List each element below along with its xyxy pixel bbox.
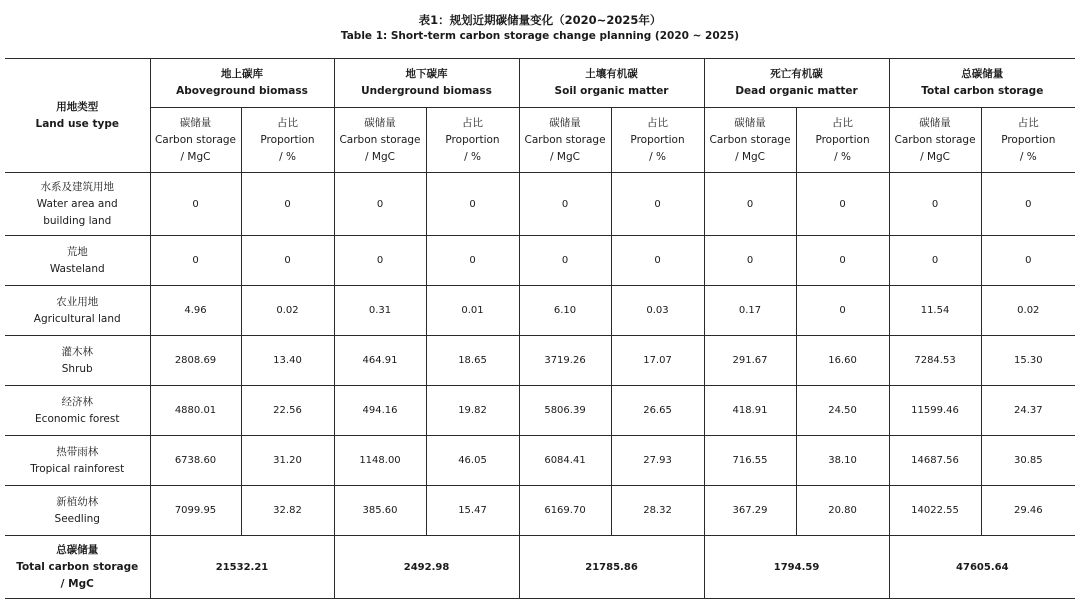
storage-header: 碳储量 Carbon storage / MgC xyxy=(519,108,611,173)
proportion-value: 0 xyxy=(796,236,889,286)
total-soil-value: 21785.86 xyxy=(519,536,704,599)
proportion-value: 0 xyxy=(981,173,1075,236)
land-use-label: 经济林 Economic forest xyxy=(5,386,150,436)
header-sub-row xyxy=(5,108,1075,173)
storage-value: 14022.55 xyxy=(889,486,981,536)
storage-header: 碳储量 Carbon storage / MgC xyxy=(334,108,426,173)
proportion-value: 0.02 xyxy=(981,286,1075,336)
storage-value: 0 xyxy=(150,173,241,236)
storage-value: 14687.56 xyxy=(889,436,981,486)
storage-header: 碳储量 Carbon storage / MgC xyxy=(150,108,241,173)
proportion-value: 26.65 xyxy=(611,386,704,436)
table-body xyxy=(5,173,1075,599)
storage-value: 11.54 xyxy=(889,286,981,336)
land-use-header: 用地类型 Land use type xyxy=(5,59,150,173)
proportion-value: 0 xyxy=(796,286,889,336)
proportion-header: 占比 Proportion / % xyxy=(796,108,889,173)
proportion-header: 占比 Proportion / % xyxy=(981,108,1075,173)
table-row xyxy=(5,236,1075,286)
total-dead-value: 1794.59 xyxy=(704,536,889,599)
total-label: 总碳储量 Total carbon storage / MgC xyxy=(5,536,150,599)
land-use-label: 新植幼林 Seedling xyxy=(5,486,150,536)
caption-en: Table 1: Short-term carbon storage change planning (2020 ~ 2025) xyxy=(340,30,740,42)
storage-header: 碳储量 Carbon storage / MgC xyxy=(704,108,796,173)
proportion-value: 17.07 xyxy=(611,336,704,386)
group-header-aboveground: 地上碳库 Aboveground biomass xyxy=(150,59,334,108)
proportion-value: 0 xyxy=(426,173,519,236)
table-row xyxy=(5,286,1075,336)
storage-value: 0 xyxy=(519,236,611,286)
storage-value: 385.60 xyxy=(334,486,426,536)
proportion-value: 0 xyxy=(426,236,519,286)
storage-value: 7099.95 xyxy=(150,486,241,536)
storage-value: 11599.46 xyxy=(889,386,981,436)
storage-value: 494.16 xyxy=(334,386,426,436)
proportion-value: 20.80 xyxy=(796,486,889,536)
proportion-value: 15.30 xyxy=(981,336,1075,386)
table-row xyxy=(5,486,1075,536)
storage-value: 291.67 xyxy=(704,336,796,386)
total-aboveground-value: 21532.21 xyxy=(150,536,334,599)
land-use-label: 农业用地 Agricultural land xyxy=(5,286,150,336)
storage-value: 6738.60 xyxy=(150,436,241,486)
table-row xyxy=(5,386,1075,436)
proportion-value: 24.50 xyxy=(796,386,889,436)
proportion-value: 31.20 xyxy=(241,436,334,486)
proportion-value: 29.46 xyxy=(981,486,1075,536)
table-caption xyxy=(0,0,1080,44)
proportion-value: 27.93 xyxy=(611,436,704,486)
storage-value: 4.96 xyxy=(150,286,241,336)
group-header-total: 总碳储量 Total carbon storage xyxy=(889,59,1075,108)
proportion-header: 占比 Proportion / % xyxy=(241,108,334,173)
proportion-value: 0.02 xyxy=(241,286,334,336)
proportion-value: 0 xyxy=(241,173,334,236)
storage-value: 1148.00 xyxy=(334,436,426,486)
storage-value: 0 xyxy=(150,236,241,286)
proportion-value: 32.82 xyxy=(241,486,334,536)
storage-value: 464.91 xyxy=(334,336,426,386)
storage-value: 5806.39 xyxy=(519,386,611,436)
land-use-label: 荒地 Wasteland xyxy=(5,236,150,286)
storage-value: 0 xyxy=(889,173,981,236)
storage-value: 2808.69 xyxy=(150,336,241,386)
proportion-value: 0.03 xyxy=(611,286,704,336)
storage-value: 0 xyxy=(704,236,796,286)
storage-value: 6.10 xyxy=(519,286,611,336)
storage-value: 367.29 xyxy=(704,486,796,536)
land-use-label: 灌木林 Shrub xyxy=(5,336,150,386)
carbon-storage-table xyxy=(5,58,1075,599)
storage-value: 3719.26 xyxy=(519,336,611,386)
proportion-value: 0 xyxy=(611,173,704,236)
total-row xyxy=(5,536,1075,599)
storage-value: 716.55 xyxy=(704,436,796,486)
group-header-underground: 地下碳库 Underground biomass xyxy=(334,59,519,108)
proportion-value: 38.10 xyxy=(796,436,889,486)
table-row xyxy=(5,173,1075,236)
storage-value: 7284.53 xyxy=(889,336,981,386)
group-header-dead: 死亡有机碳 Dead organic matter xyxy=(704,59,889,108)
table-row xyxy=(5,436,1075,486)
caption-zh: 表1：规划近期碳储量变化（2020~2025年） xyxy=(418,13,662,27)
proportion-header: 占比 Proportion / % xyxy=(611,108,704,173)
storage-value: 4880.01 xyxy=(150,386,241,436)
proportion-value: 16.60 xyxy=(796,336,889,386)
storage-value: 0.17 xyxy=(704,286,796,336)
proportion-value: 28.32 xyxy=(611,486,704,536)
storage-value: 0 xyxy=(889,236,981,286)
proportion-value: 0 xyxy=(796,173,889,236)
proportion-value: 13.40 xyxy=(241,336,334,386)
storage-value: 418.91 xyxy=(704,386,796,436)
storage-value: 6084.41 xyxy=(519,436,611,486)
proportion-value: 0 xyxy=(611,236,704,286)
proportion-header: 占比 Proportion / % xyxy=(426,108,519,173)
total-total-value: 47605.64 xyxy=(956,561,1009,573)
group-header-soil: 土壤有机碳 Soil organic matter xyxy=(519,59,704,108)
proportion-value: 0.01 xyxy=(426,286,519,336)
land-use-label: 水系及建筑用地 Water area and building land xyxy=(5,173,150,236)
storage-value: 0 xyxy=(519,173,611,236)
proportion-value: 0 xyxy=(981,236,1075,286)
header-group-row xyxy=(5,59,1075,108)
storage-value: 0 xyxy=(334,236,426,286)
proportion-value: 19.82 xyxy=(426,386,519,436)
storage-value: 0 xyxy=(334,173,426,236)
proportion-value: 24.37 xyxy=(981,386,1075,436)
storage-header: 碳储量 Carbon storage / MgC xyxy=(889,108,981,173)
proportion-value: 46.05 xyxy=(426,436,519,486)
table-row xyxy=(5,336,1075,386)
proportion-value: 30.85 xyxy=(981,436,1075,486)
proportion-value: 0 xyxy=(241,236,334,286)
proportion-value: 15.47 xyxy=(426,486,519,536)
proportion-value: 22.56 xyxy=(241,386,334,436)
proportion-value: 18.65 xyxy=(426,336,519,386)
total-underground-value: 2492.98 xyxy=(334,536,519,599)
storage-value: 0.31 xyxy=(334,286,426,336)
storage-value: 6169.70 xyxy=(519,486,611,536)
storage-value: 0 xyxy=(704,173,796,236)
land-use-label: 热带雨林 Tropical rainforest xyxy=(5,436,150,486)
